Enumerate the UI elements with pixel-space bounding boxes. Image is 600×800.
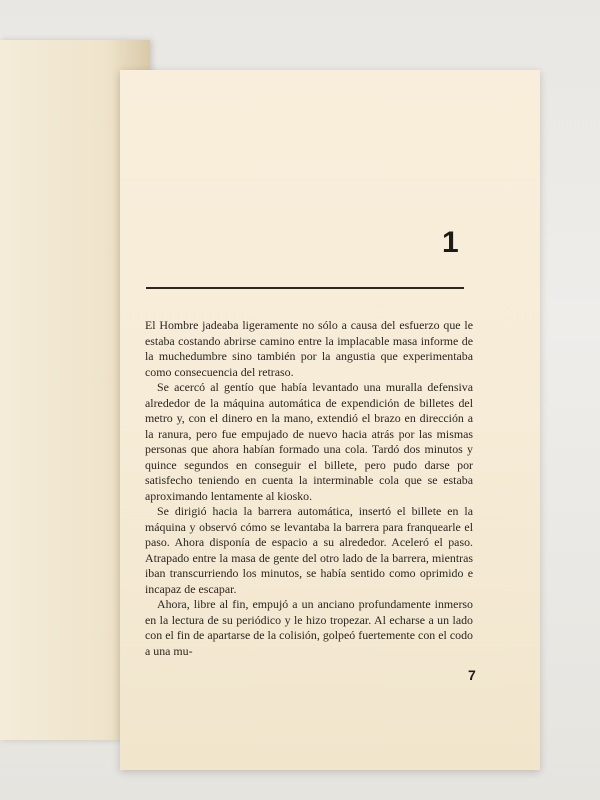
chapter-number: 1 bbox=[442, 226, 459, 259]
page-number: 7 bbox=[468, 667, 476, 683]
paragraph-4: Ahora, libre al fin, empujó a un anciano profundamente inmerso en la lectura de su periódico y le hizo tropezar. Al echarse a un lado con el fin de apartarse de la colisión, golpeó fuertemente con el codo a una mu- bbox=[145, 597, 473, 658]
chapter-rule bbox=[146, 287, 464, 289]
paragraph-3: Se dirigió hacia la barrera automática, insertó el billete en la máquina y observó cómo se levantaba la barrera para franquearle el paso. Ahora disponía de espacio a su alrededor. Aceleró el paso. Atrapado entre la masa de gente del otro lado de la barrera, mientras iban transcurriendo los minutos, se había sentido como oprimido e incapaz de escapar. bbox=[145, 504, 473, 596]
paragraph-2: Se acercó al gentío que había levantado una muralla defensiva alrededor de la máquina automática de expendición de billetes del metro y, con el dinero en la mano, extendió el brazo en dirección a la ranura, pero fue empujado de nuevo hacia atrás por las mismas personas que ahora habían formado una cola. Tardó dos minutos y quince segundos en conseguir el billete, pero pudo darse por satisfecho teniendo en cuenta la interminable cola que se estaba aproximando lentamente al kiosko. bbox=[145, 380, 473, 503]
body-text bbox=[145, 318, 473, 659]
paragraph-1: El Hombre jadeaba ligeramente no sólo a causa del esfuerzo que le estaba costando abrirse camino entre la implacable masa informe de la muchedumbre sino también por la angustia que experimentaba como consecuencia del retraso. bbox=[145, 318, 473, 379]
